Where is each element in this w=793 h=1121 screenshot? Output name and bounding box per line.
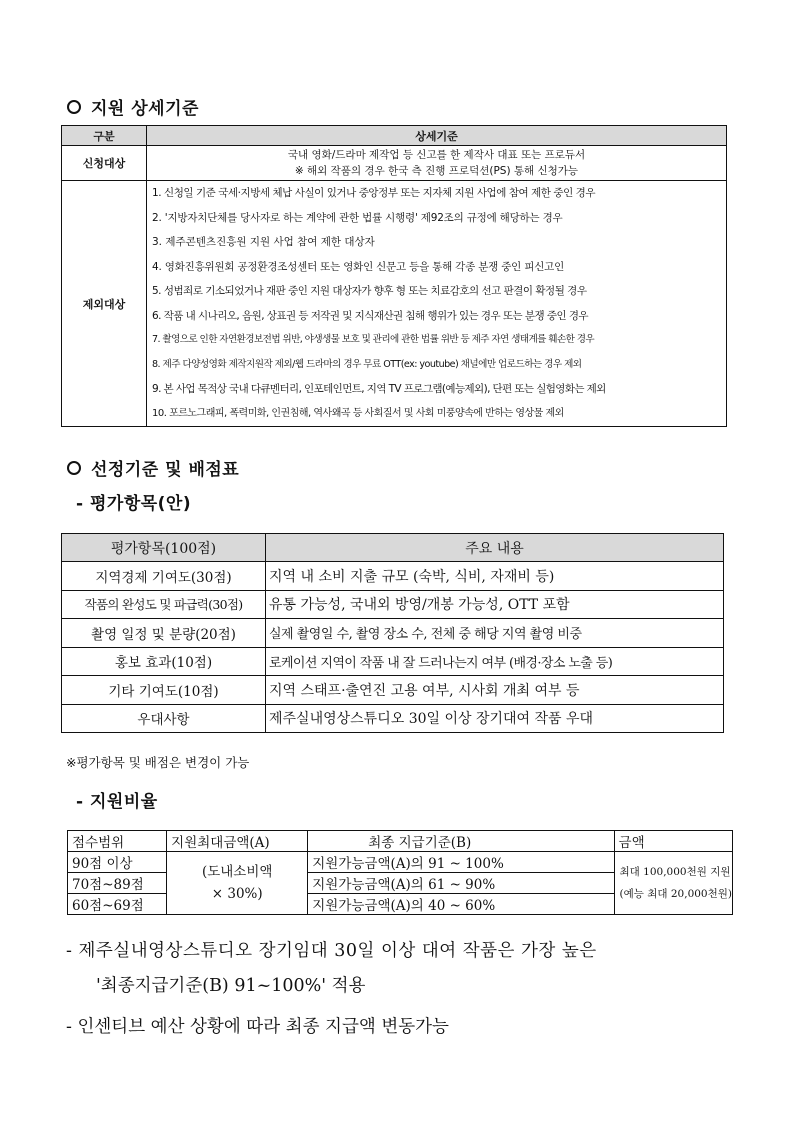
applicant-criteria [147,146,727,181]
table-header-row [68,831,733,852]
amount-cell [614,852,732,915]
eval-item: 촬영 일정 및 분량(20점) [62,619,266,648]
exclusion-item: 4. 영화진흥위원회 공정환경조성센터 또는 영화인 신문고 등을 통해 각종 분쟁 중인 피신고인 [147,255,727,280]
applicant-line: ※ 해외 작품의 경우 한국 측 진행 프로덕션(PS) 통해 신청가능 [294,165,579,177]
max-amount-line: × 30%) [211,886,263,902]
final-criteria: 지원가능금액(A)의 61 ~ 90% [308,873,614,894]
eval-content: 제주실내영상스튜디오 30일 이상 장기대여 작품 우대 [266,704,724,733]
exclusion-label: 제외대상 [62,181,147,427]
table-row [62,676,724,705]
sub-heading-evaluation-items: - 평가항목(안) [76,494,192,514]
header-final-criteria: 최종 지급기준(B) [308,831,614,852]
exclusion-item: 9. 본 사업 목적상 국내 다큐멘터리, 인포테인먼트, 지역 TV 프로그램(예능제외), 단편 또는 실험영화는 제외 [147,377,727,402]
header-criteria: 상세기준 [147,126,727,146]
applicant-line: 국내 영화/드라마 제작업 등 신고를 한 제작사 대표 또는 프로듀서 [287,149,586,161]
final-criteria: 지원가능금액(A)의 91 ~ 100% [308,852,614,873]
exclusion-item: 8. 제주 다양성영화 제작지원작 제외/웹 드라마의 경우 무료 OTT(ex: youtube) 채널에만 업로드하는 경우 제외 [147,353,727,378]
header-main-content: 주요 내용 [266,534,724,562]
paragraph-incentive: - 인센티브 예산 상황에 따라 최종 지급액 변동가능 [66,1017,449,1037]
table-row [62,181,727,206]
eval-item: 기타 기여도(10점) [62,676,266,705]
circle-bullet-icon [67,461,81,475]
sub-heading-support-ratio: - 지원비율 [76,792,158,812]
exclusion-item: 10. 포르노그래피, 폭력미화, 인권침해, 역사왜곡 등 사회질서 및 사회 미풍양속에 반하는 영상물 제외 [147,402,727,427]
evaluation-table [61,533,724,733]
table-row [62,619,724,648]
header-amount: 금액 [614,831,732,852]
header-score-range: 점수범위 [68,831,167,852]
header-category: 구분 [62,126,147,146]
header-max-amount: 지원최대금액(A) [167,831,308,852]
score-range: 70점~89점 [68,873,167,894]
section-heading-selection-criteria: 선정기준 및 배점표 [67,455,239,480]
eval-item: 홍보 효과(10점) [62,647,266,676]
table-row [62,146,727,181]
support-criteria-table [61,125,727,427]
amount-line: 최대 100,000천원 지원 [619,866,731,878]
applicant-label: 신청대상 [62,146,147,181]
eval-content: 실제 촬영일 수, 촬영 장소 수, 전체 중 해당 지역 촬영 비중 [266,619,724,648]
final-criteria: 지원가능금액(A)의 40 ~ 60% [308,894,614,915]
score-range: 60점~69점 [68,894,167,915]
table-header-row [62,534,724,562]
exclusion-item: 6. 작품 내 시나리오, 음원, 상표권 등 저작권 및 지식재산권 침해 행위가 있는 경우 또는 분쟁 중인 경우 [147,304,727,329]
paragraph-long-rental: - 제주실내영상스튜디오 장기임대 30일 이상 대여 작품은 가장 높은 [66,941,597,961]
table-row [62,647,724,676]
score-range: 90점 이상 [68,852,167,873]
table-row [62,590,724,619]
eval-item: 우대사항 [62,704,266,733]
exclusion-item: 3. 제주콘텐츠진흥원 지원 사업 참여 제한 대상자 [147,230,727,255]
exclusion-item: 2. '지방자치단체를 당사자로 하는 계약에 관한 법률 시행령' 제92조의 규정에 해당하는 경우 [147,206,727,231]
amount-line: (예능 최대 20,000천원) [619,888,732,900]
header-eval-item: 평가항목(100점) [62,534,266,562]
table-row [62,562,724,591]
section-heading-support-criteria: 지원 상세기준 [67,94,199,119]
max-amount-line: (도내소비액 [201,864,273,880]
eval-content: 지역 스태프·출연진 고용 여부, 시사회 개최 여부 등 [266,676,724,705]
exclusion-item: 7. 촬영으로 인한 자연환경보전법 위반, 야생생물 보호 및 관리에 관한 법률 위반 등 제주 자연 생태계를 훼손한 경우 [147,328,727,353]
max-amount-cell [167,852,308,915]
support-ratio-table [67,830,733,915]
exclusion-item: 5. 성범죄로 기소되었거나 재판 중인 지원 대상자가 향후 형 또는 치료감호의 선고 판결이 확정될 경우 [147,279,727,304]
table-header-row [62,126,727,146]
eval-item: 작품의 완성도 및 파급력(30점) [62,590,266,619]
exclusion-item: 1. 신청일 기준 국세·지방세 체납 사실이 있거나 중앙정부 또는 지자체 지원 사업에 참여 제한 중인 경우 [147,181,727,206]
evaluation-note: ※평가항목 및 배점은 변경이 가능 [66,755,250,770]
table-row [62,704,724,733]
eval-content: 유통 가능성, 국내외 방영/개봉 가능성, OTT 포함 [266,590,724,619]
eval-item: 지역경제 기여도(30점) [62,562,266,591]
eval-content: 지역 내 소비 지출 규모 (숙박, 식비, 자재비 등) [266,562,724,591]
circle-bullet-icon [67,100,81,114]
eval-content: 로케이션 지역이 작품 내 잘 드러나는지 여부 (배경·장소 노출 등) [266,647,724,676]
table-row [68,852,733,873]
paragraph-long-rental-cont: '최종지급기준(B) 91~100%' 적용 [96,976,366,996]
